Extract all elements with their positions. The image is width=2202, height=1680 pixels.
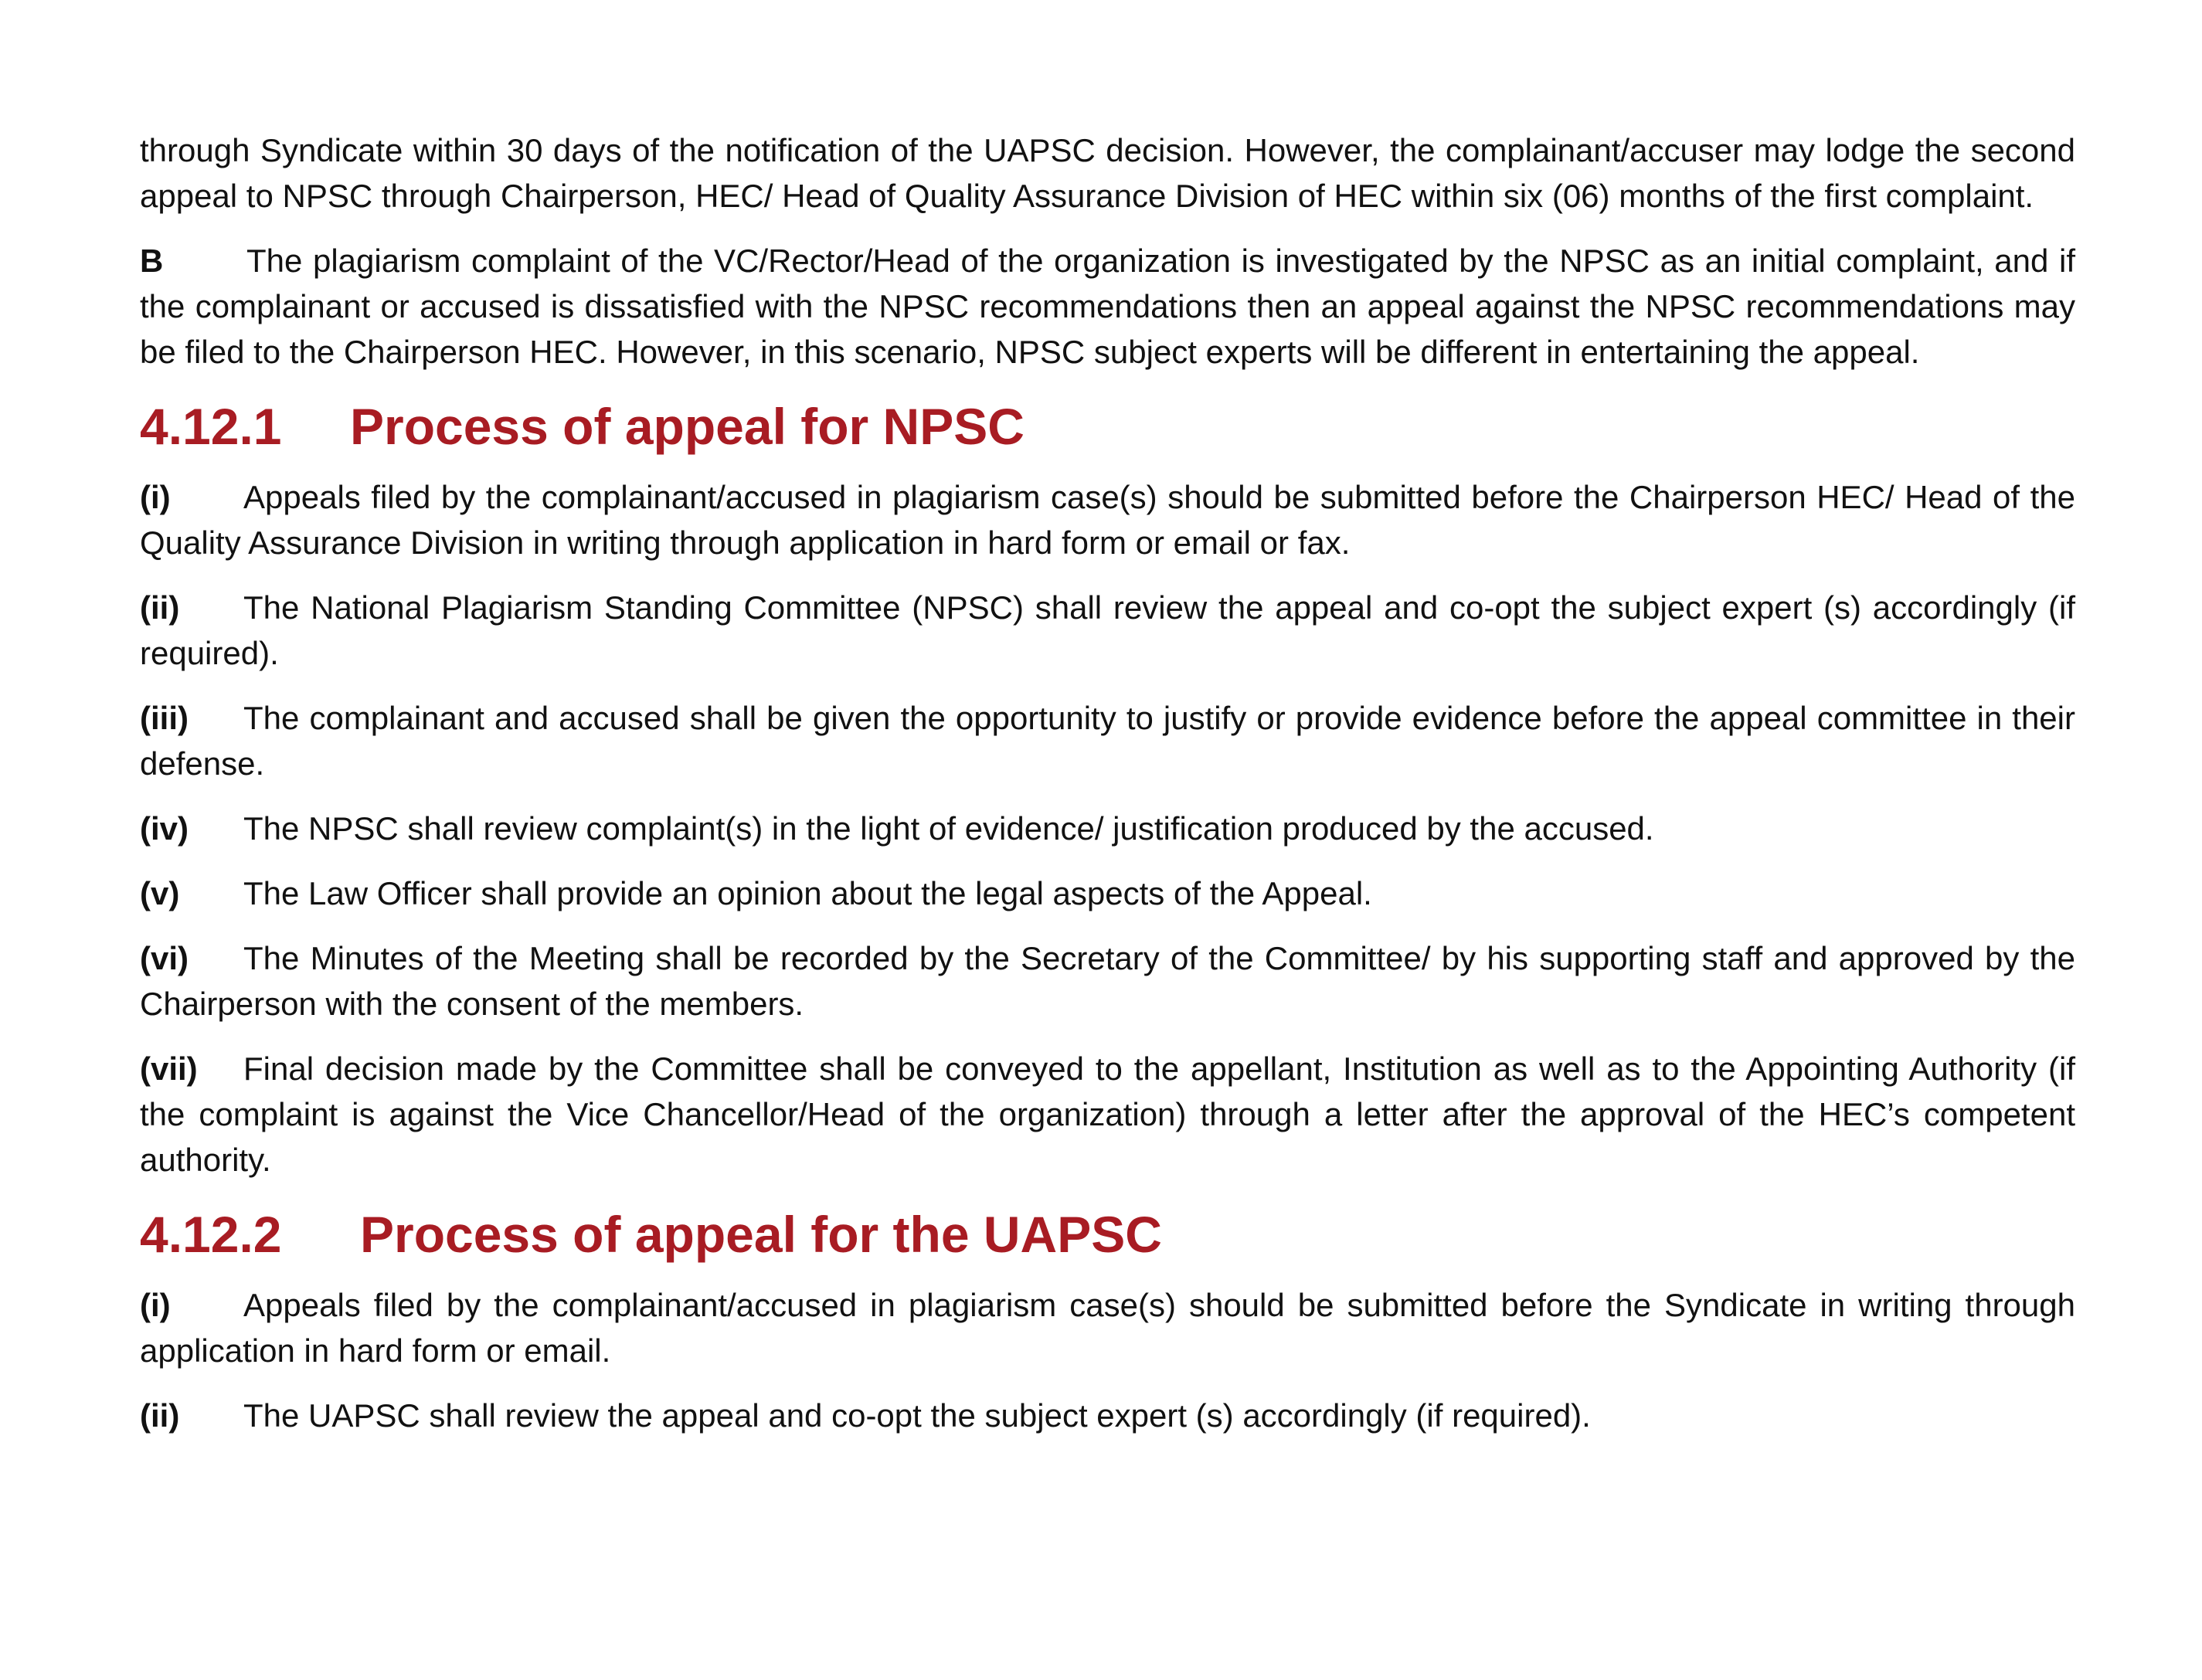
list-item-text: Appeals filed by the complainant/accused in plagiarism case(s) should be submitted before the Syndicate in writing through application in hard form or email. bbox=[140, 1287, 2075, 1369]
list-item-text: The National Plagiarism Standing Committee (NPSC) shall review the appeal and co-opt the subject expert (s) accordingly (if required). bbox=[140, 589, 2075, 671]
list-item-label: (i) bbox=[140, 1287, 171, 1323]
list-item bbox=[140, 871, 2075, 916]
paragraph-b-label: B bbox=[140, 243, 164, 279]
section-number: 4.12.1 bbox=[140, 398, 282, 455]
document-page bbox=[140, 127, 2075, 1458]
list-item-label: (vii) bbox=[140, 1050, 198, 1087]
list-item-text: The complainant and accused shall be given the opportunity to justify or provide evidence before the appeal committee in their defense. bbox=[140, 700, 2075, 782]
list-item-text: The NPSC shall review complaint(s) in the light of evidence/ justification produced by the accused. bbox=[243, 810, 1654, 847]
list-item-label: (i) bbox=[140, 479, 171, 515]
list-item-text: The UAPSC shall review the appeal and co-opt the subject expert (s) accordingly (if required). bbox=[243, 1397, 1591, 1434]
list-item bbox=[140, 935, 2075, 1027]
list-item bbox=[140, 1046, 2075, 1183]
section-heading-4-12-2 bbox=[140, 1202, 2075, 1267]
section-title: Process of appeal for NPSC bbox=[350, 398, 1025, 455]
list-item bbox=[140, 695, 2075, 786]
paragraph-b bbox=[140, 238, 2075, 375]
list-item-text: The Minutes of the Meeting shall be recorded by the Secretary of the Committee/ by his supporting staff and approved by the Chairperson with the consent of the members. bbox=[140, 940, 2075, 1022]
paragraph-b-text: The plagiarism complaint of the VC/Rector/Head of the organization is investigated by the NPSC as an initial complaint, and if the complainant or accused is dissatisfied with the NPSC recommendations then an appeal against the NPSC recommendations may be filed to the Chairperson HEC. However, in this scenario, NPSC subject experts will be different in entertaining the appeal. bbox=[140, 243, 2075, 370]
list-item-label: (iv) bbox=[140, 810, 189, 847]
section-title: Process of appeal for the UAPSC bbox=[360, 1206, 1162, 1263]
intro-paragraph: through Syndicate within 30 days of the notification of the UAPSC decision. However, the complainant/accuser may lodge the second appeal to NPSC through Chairperson, HEC/ Head of Quality Assurance Division of HEC within six (06) months of the first complaint. bbox=[140, 132, 2075, 214]
list-item-text: Final decision made by the Committee shall be conveyed to the appellant, Institution as well as to the Appointing Authority (if the complaint is against the Vice Chancellor/Head of the organization) through a letter after the approval of the HEC’s competent authority. bbox=[140, 1050, 2075, 1178]
section-number: 4.12.2 bbox=[140, 1206, 282, 1263]
list-item bbox=[140, 806, 2075, 851]
list-item bbox=[140, 474, 2075, 565]
list-item-label: (ii) bbox=[140, 1397, 180, 1434]
list-item-text: Appeals filed by the complainant/accused in plagiarism case(s) should be submitted before the Chairperson HEC/ Head of the Quality Assurance Division in writing through application in hard form or email or fax. bbox=[140, 479, 2075, 561]
list-item bbox=[140, 585, 2075, 676]
list-item-label: (iii) bbox=[140, 700, 189, 736]
section-heading-4-12-1 bbox=[140, 394, 2075, 459]
list-item-text: The Law Officer shall provide an opinion about the legal aspects of the Appeal. bbox=[243, 875, 1372, 911]
list-item-label: (ii) bbox=[140, 589, 180, 626]
list-item bbox=[140, 1393, 2075, 1438]
list-item-label: (vi) bbox=[140, 940, 189, 976]
list-item bbox=[140, 1282, 2075, 1373]
list-item-label: (v) bbox=[140, 875, 180, 911]
